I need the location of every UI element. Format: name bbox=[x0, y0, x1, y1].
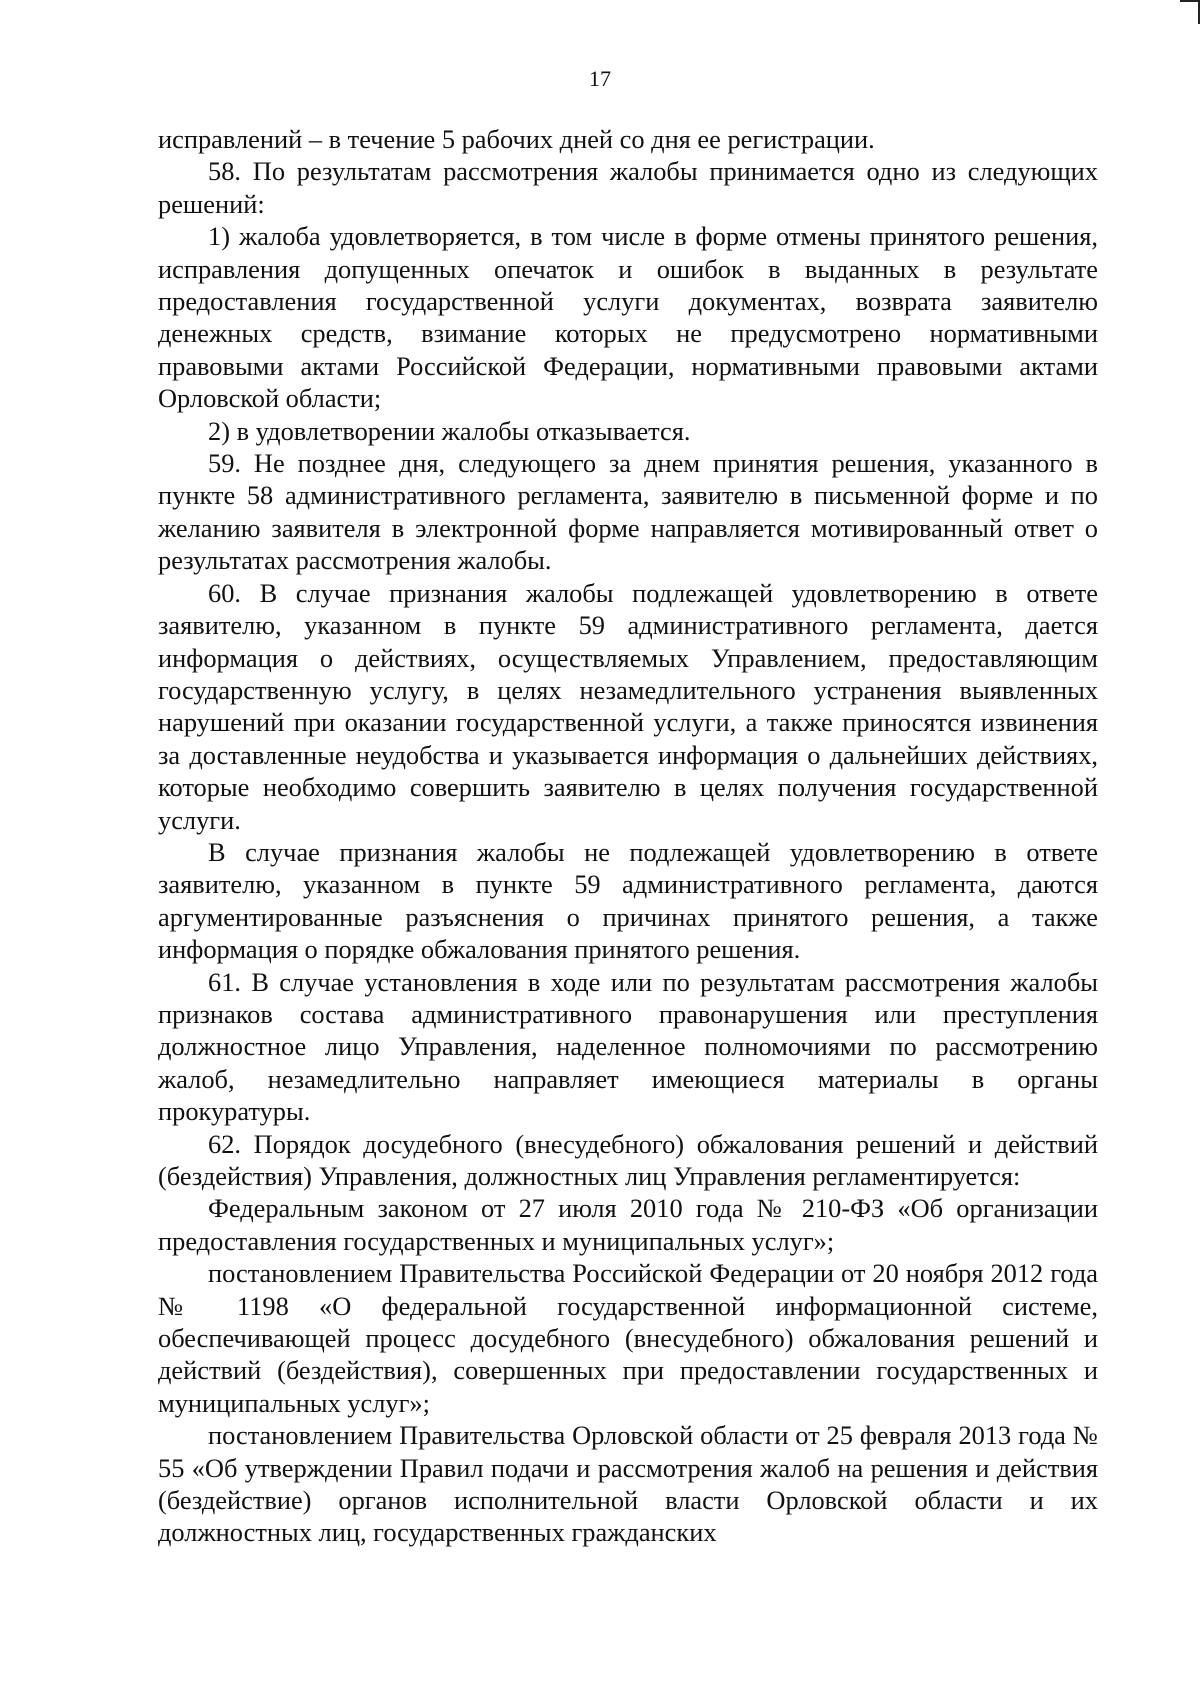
paragraph-continuation: исправлений – в течение 5 рабочих дней со дня ее регистрации. bbox=[158, 124, 875, 154]
paragraph-62-decree-55: постановлением Правительства Орловской области от 25 февраля 2013 года № 55 «Об утверждении Правил подачи и рассмотрения жалоб на решения и действия (бездействие) органов исполнительной власти Орловской области и их должностных лиц, государственных гражданских bbox=[158, 1420, 1098, 1548]
paragraph-58-item-1: 1) жалоба удовлетворяется, в том числе в форме отмены принятого решения, исправления допущенных опечаток и ошибок в выданных в результате предоставления государственной услуги документах, возврата заявителю денежных средств, взимание которых не предусмотрено нормативными правовыми актами Российской Федерации, нормативными правовыми актами Орловской области; bbox=[158, 221, 1098, 414]
paragraph-62: 62. Порядок досудебного (внесудебного) обжалования решений и действий (бездействия) Управления, должностных лиц Управления регламентируется: bbox=[158, 1128, 1098, 1191]
document-body bbox=[158, 123, 1098, 1549]
paragraph-62-law-210: Федеральным законом от 27 июля 2010 года № 210-ФЗ «Об организации предоставления государственных и муниципальных услуг»; bbox=[158, 1193, 1098, 1256]
paragraph-61: 61. В случае установления в ходе или по результатам рассмотрения жалобы признаков состава административного правонарушения или преступления должностное лицо Управления, наделенное полномочиями по рассмотрению жалоб, незамедлительно направляет имеющиеся материалы в органы прокуратуры. bbox=[158, 966, 1098, 1127]
paragraph-58: 58. По результатам рассмотрения жалобы принимается одно из следующих решений: bbox=[158, 156, 1098, 219]
page-number: 17 bbox=[589, 66, 611, 91]
paragraph-58-item-2: 2) в удовлетворении жалобы отказывается. bbox=[208, 415, 691, 446]
scan-corner-mark bbox=[1180, 0, 1200, 24]
paragraph-60-refusal: В случае признания жалобы не подлежащей удовлетворению в ответе заявителю, указанном в пункте 59 административного регламента, даются аргументированные разъяснения о причинах принятого решения, а также информация о порядке обжалования принятого решения. bbox=[158, 836, 1098, 965]
paragraph-59: 59. Не позднее дня, следующего за днем принятия решения, указанного в пункте 58 административного регламента, заявителю в письменной форме и по желанию заявителя в электронной форме направляется мотивированный ответ о результатах рассмотрения жалобы. bbox=[158, 448, 1098, 576]
paragraph-60: 60. В случае признания жалобы подлежащей удовлетворению в ответе заявителю, указанном в пункте 59 административного регламента, дается информация о действиях, осуществляемых Управлением, предоставляющим государственную услугу, в целях незамедлительного устранения выявленных нарушений при оказании государственной услуги, а также приносятся извинения за доставленные неудобства и указывается информация о дальнейших действиях, которые необходимо совершить заявителю в целях получения государственной услуги. bbox=[158, 577, 1098, 835]
paragraph-62-decree-1198: постановлением Правительства Российской Федерации от 20 ноября 2012 года № 1198 «О федеральной государственной информационной системе, обеспечивающей процесс досудебного (внесудебного) обжалования решений и действий (бездействия), совершенных при предоставлении государственных и муниципальных услуг»; bbox=[158, 1258, 1098, 1418]
